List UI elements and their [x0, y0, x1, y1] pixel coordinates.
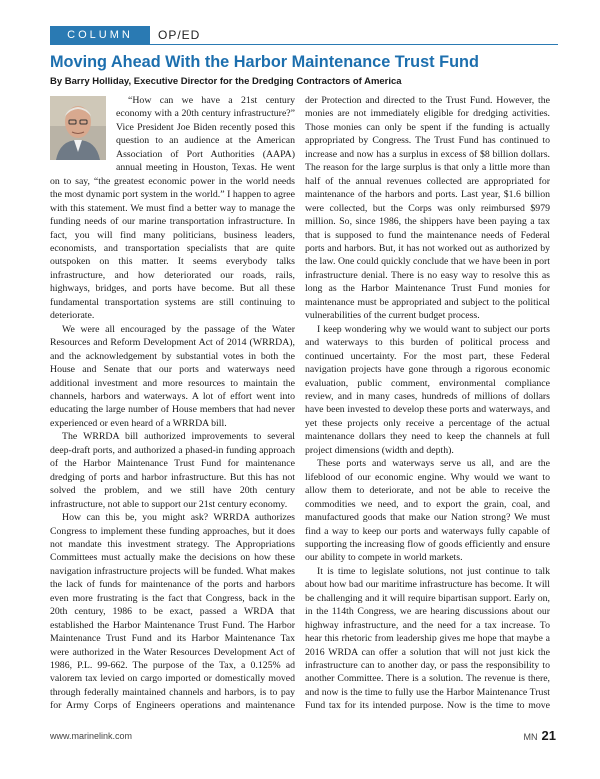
publication-abbrev: MN [523, 732, 538, 742]
paragraph: We were all encouraged by the passage of the Water Resources and Reform Development Act of 2014 (WRRDA), and the acknowledgement by substantial votes in both the House and Senate that our ports and waterways need additional investment and more resources to maintain the channels, harbors and waterways. A lot of effort went into educating the large number of House members that had never experienced or even heard of a WRRDA bill. [50, 323, 295, 429]
paragraph: der Protection and directed to the Trust Fund. However, the monies are not immediately eligible for dredging activities. Those monies can only be spent if the funding is actually appropriated by Congress. The Trust Fund has continued to increase and now has a surplus in excess of $8 billion dollars. The reason for the large surplus is that only a little more than half of the annual revenues collected are appropriated for maintenance of the harbors and ports. Last year, $1.6 billion were collected, but the Corps was only reimbursed $979 million. So, since 1986, the shippers have been paying a tax that is supposed to fund the maintenance needs of Federal ports and harbors. But, it has not worked out as authorized by the law. One could quickly conclude that we have been in port infrastructure denial. There is no easy way to resolve this as long as the Harbor Maintenance Trust Fund monies for maintenance must be appropriated and subject to the political vulnerabilities of the current budget process. [305, 95, 550, 322]
column-label: COLUMN [50, 26, 150, 44]
paragraph: These ports and waterways serve us all, and are the lifeblood of our economic engine. Why would we want to allow them to deteriorate, and not be able to receive the commodities we need, and to export the grain, coal, and manufactured goods that make our Nation strong? We must find a way to keep our ports and waterways fully capable of supporting the increasing flow of goods efficiently and ensure our ability to compete in world markets. [305, 458, 550, 564]
paragraph: It is time to legislate solutions, not just continue to talk about how bad our maritime infrastructure has become. It will be challenging and it will require bipartisan support. Early on, in the 114th Congress, we are hearing discussions about our highway infrastructure, and the need for a tax increase. To hear this rhetoric from leadership gives me hope that maybe a 2016 WRDA can offer a solution that will not just kick the infrastructure can to another day, or pass the responsibility to another Committee. There is a solution. The revenue is there, and now is the time to fully use the Harbor Maintenance Trust Fund tax for its intended purpose. Now is the time to move [305, 565, 550, 710]
section-label: OP/ED [158, 28, 201, 42]
footer-url[interactable]: www.marinelink.com [50, 731, 133, 741]
page-number: 21 [541, 728, 556, 743]
section-header [50, 26, 558, 44]
footer-page-info [524, 728, 556, 743]
right-column [305, 94, 550, 710]
author-photo [50, 96, 106, 160]
header-rule [50, 44, 558, 45]
left-column [50, 94, 295, 710]
paragraph: I keep wondering why we would want to subject our ports and waterways to this burden of political process and continued uncertainty. For the most part, these Federal navigation projects have gone through a rigorous economic evaluation, public comment, environmental compliance review, and in many cases, hundreds of millions of dollars have been invested to develop these ports and waterways, and yet these projects only receive a percentage of the actual maintenance dollars they need to keep the channels at full project dimensions (width and depth). [305, 323, 550, 456]
paragraph: How can this be, you might ask? WRRDA authorizes Congress to implement these funding approaches, but it does not mandate this investment strategy. The Appropriations Committees must actually make the decisions on how these navigation infrastructure projects will be funded. What makes the lack of funds for maintenance of the ports and harbors even more frustrating is the fact that Congress, back in the 20th century, 1986 to be exact, passed a WRDA that established the Harbor Maintenance Trust Fund. The Harbor Maintenance Trust Fund and its Harbor Maintenance Tax were authorized in the Water Resources Development Act of 1986, P.L. 99-662. The purpose of the Tax, a 0.125% ad valorem tax levied on cargo imported or domestically moved through federally maintained channels and harbors, is to pay for Army Corps of Engineers operations and maintenance [50, 512, 295, 710]
paragraph: The WRRDA bill authorized improvements to several deep-draft ports, and authorized a phased-in funding approach of the Harbor Maintenance Trust Fund for maintenance dredging of ports and harbor infrastructure. But this has not solved the problem, and we still have 20th century infrastructure, not able to support our 21st century economy. [50, 431, 295, 510]
article-title: Moving Ahead With the Harbor Maintenance Trust Fund [50, 53, 479, 71]
paragraph: “How can we have a 21st century economy with a 20th century infrastructure?” Vice President Joe Biden recently posed this question to an audience at the American Association of Port Authorities (AAPA) annual meeting in Houston, Texas. He went on to say, “the greatest economic power in the world needs the most dynamic port system in the world.” I happen to agree with this statement. We must find a better way to manage the funding needs of our marine transportation infrastructure. In fact, you will find many politicians, business leaders, economists, and transportation specialists that are quite outspoken on this matter. It seems everybody talks infrastructure, and how deteriorated our roads, rails, highways, bridges, and ports have become. But all these fundamental transportation systems are still continuing to deteriorate. [50, 95, 295, 322]
article-byline: By Barry Holliday, Executive Director for the Dredging Contractors of America [50, 76, 402, 87]
